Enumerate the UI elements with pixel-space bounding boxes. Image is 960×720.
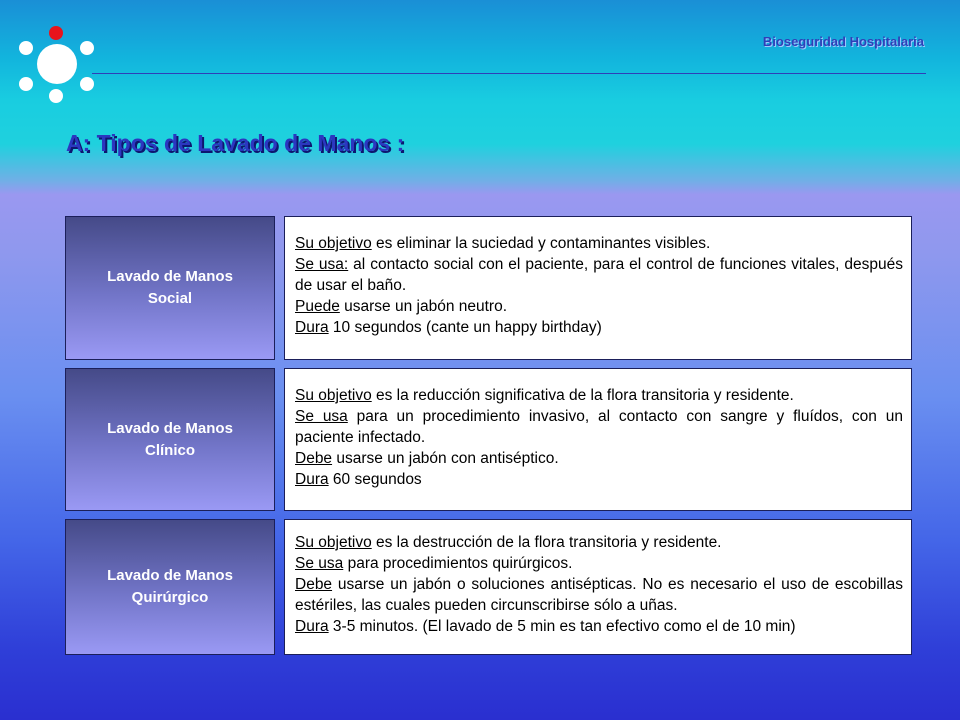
term: Dura	[295, 471, 329, 488]
label-line: Quirúrgico	[131, 589, 209, 606]
description-line	[295, 532, 903, 553]
label-line: Lavado de Manos	[107, 419, 233, 437]
term: Dura	[295, 319, 329, 336]
logo-red-dot	[49, 26, 63, 40]
line-text: 3-5 minutos. (El lavado de 5 min es tan efectivo como el de 10 min)	[328, 618, 796, 635]
term: Se usa:	[295, 256, 349, 273]
term: Se usa	[295, 555, 344, 572]
line-text: es eliminar la suciedad y contaminantes visibles.	[371, 235, 711, 252]
logo-center-dot	[37, 44, 77, 84]
description-line	[295, 574, 903, 616]
description-line	[295, 317, 903, 338]
label-line: Clínico	[144, 441, 195, 459]
label-quirurgico	[65, 519, 275, 655]
line-text: usarse un jabón con antiséptico.	[332, 450, 559, 467]
term: Su objetivo	[295, 387, 372, 404]
label-social	[65, 216, 275, 360]
logo-dot	[49, 89, 63, 103]
description-line	[295, 448, 903, 469]
header-title: Bioseguridad Hospitalaria	[762, 34, 924, 49]
label-line: Social	[147, 290, 193, 307]
description-line	[295, 406, 903, 448]
label-line: Lavado de Manos	[107, 567, 233, 584]
term: Debe	[295, 576, 333, 593]
description-line	[295, 385, 903, 406]
description-line	[295, 296, 903, 317]
logo-dot	[19, 77, 33, 91]
term: Se usa	[295, 408, 348, 425]
line-text: 10 segundos (cante un happy birthday)	[328, 319, 602, 336]
line-text: al contacto social con el paciente, para el control de funciones vitales, después de usar el baño.	[295, 256, 903, 294]
term: Dura	[295, 618, 329, 635]
line-text: para procedimientos quirúrgicos.	[343, 555, 573, 572]
page-title: A: Tipos de Lavado de Manos :	[66, 130, 405, 156]
line-text: 60 segundos	[328, 471, 422, 488]
description-line	[295, 469, 903, 490]
description-line	[295, 616, 903, 637]
logo-dot	[80, 77, 94, 91]
label-line: Lavado de Manos	[107, 268, 233, 285]
description-clinico	[284, 368, 912, 511]
logo-dot	[80, 41, 94, 55]
description-line	[295, 553, 903, 574]
term: Su objetivo	[295, 235, 372, 252]
logo-dot	[19, 41, 33, 55]
line-text: usarse un jabón neutro.	[339, 298, 507, 315]
description-social	[284, 216, 912, 360]
term: Puede	[295, 298, 340, 315]
term: Su objetivo	[295, 534, 372, 551]
line-text: para un procedimiento invasivo, al contacto con sangre y fluídos, con un paciente infectado.	[295, 408, 903, 446]
description-line	[295, 233, 903, 254]
description-line	[295, 254, 903, 296]
label-clinico	[65, 368, 275, 511]
logo	[0, 0, 120, 110]
line-text: es la reducción significativa de la flora transitoria y residente.	[371, 387, 794, 404]
header-divider	[92, 73, 926, 74]
term: Debe	[295, 450, 333, 467]
description-quirurgico	[284, 519, 912, 655]
line-text: usarse un jabón o soluciones antisépticas. No es necesario el uso de escobillas estériles, las cuales pueden circunscribirse sólo a uñas.	[295, 576, 903, 614]
line-text: es la destrucción de la flora transitoria y residente.	[371, 534, 722, 551]
